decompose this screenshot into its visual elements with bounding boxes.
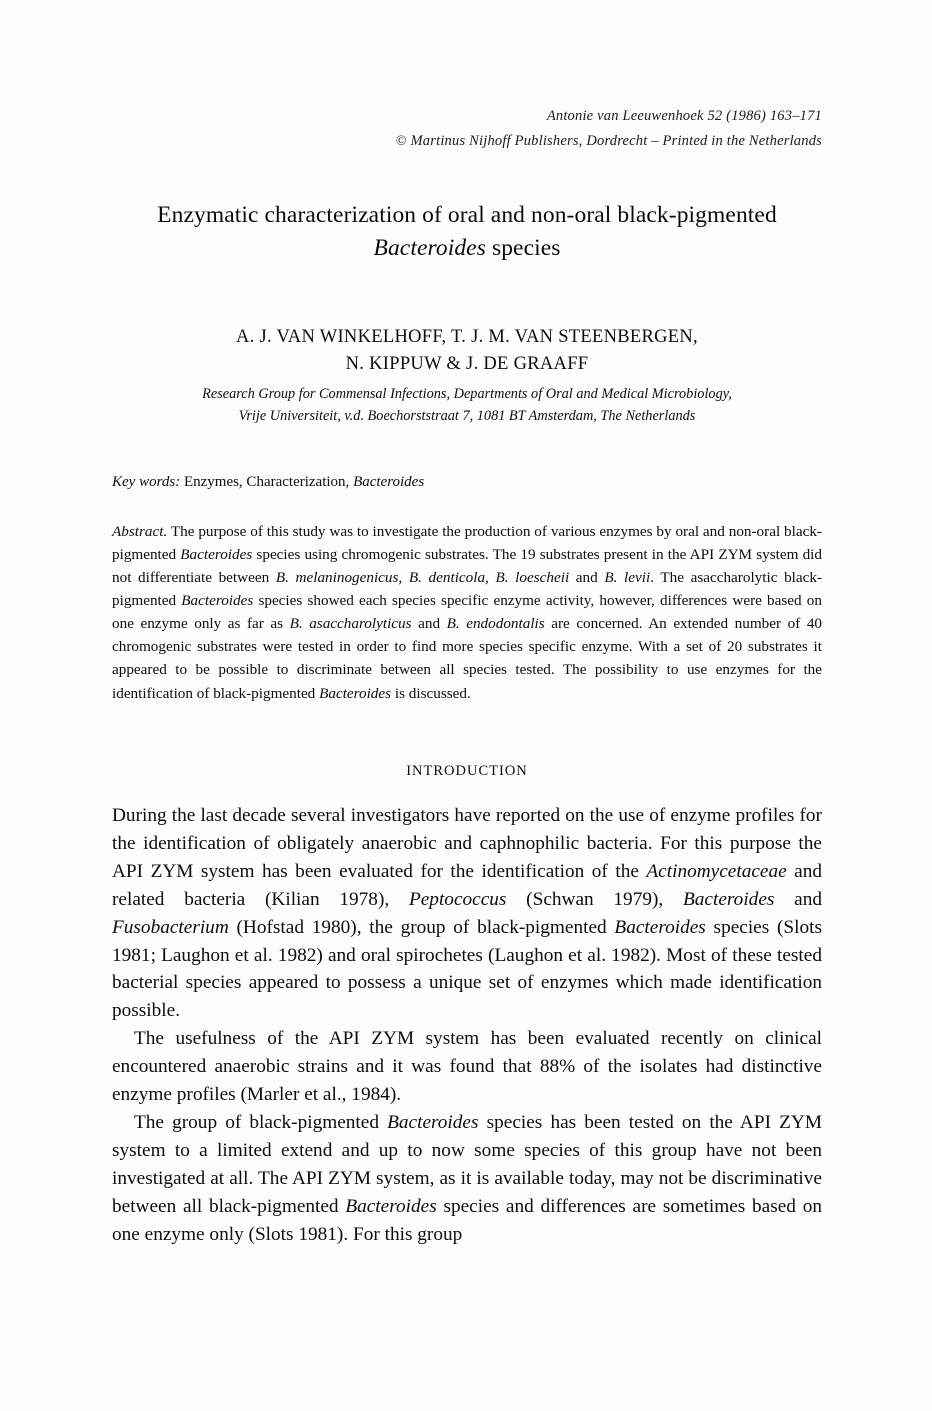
paragraph — [112, 1109, 822, 1249]
copyright-text: Martinus Nijhoff Publishers, Dordrecht – Printed in the Netherlands — [410, 133, 822, 150]
title-line-2-rest: species — [485, 235, 561, 262]
text-run: and related bacteria (Kilian 1978), — [112, 860, 822, 910]
text-run: (Hofstad 1980), the group of black-pigmented — [228, 916, 615, 938]
italic-term: Actinomycetaceae — [646, 860, 787, 882]
paragraph — [112, 1025, 822, 1109]
paragraph — [112, 802, 822, 1026]
page-title — [112, 199, 822, 266]
abstract — [112, 520, 822, 705]
text-run: The group of black-pigmented — [134, 1112, 388, 1134]
italic-term: Bacteroides — [614, 916, 706, 938]
journal-header — [112, 104, 822, 155]
abstract-seg-2: species using chromogenic substrates. The 19 substrates present in the API ZYM system did not differentiate between — [112, 546, 822, 587]
keywords — [112, 471, 822, 494]
italic-term: Bacteroides — [387, 1112, 479, 1134]
text-run: species has been tested on the API ZYM system to a limited extend and up to now some species of this group have not been investigated at all. The API ZYM system, as it is available today, may not be discriminative between all black-pigmented — [112, 1112, 822, 1218]
abstract-seg-8: is discussed. — [391, 684, 471, 702]
italic-term: Bacteroides — [683, 888, 775, 910]
abstract-seg-3: and — [569, 569, 605, 587]
copyright-icon: © — [395, 134, 407, 150]
italic-term: Peptococcus — [408, 888, 507, 910]
abstract-label: Abstract. — [112, 522, 168, 540]
abstract-italic-3: B. levii — [604, 569, 651, 587]
text-run: and — [774, 888, 823, 910]
abstract-seg-5: species showed each species specific enzyme activity, however, differences were based on one enzyme only as far as — [112, 592, 822, 633]
text-run: The usefulness of the API ZYM system has been evaluated recently on clinical encountered anaerobic strains and it was found that 88% of the isolates had distinctive enzyme profiles (Marler et al., 1984). — [112, 1028, 822, 1106]
abstract-italic-7: Bacteroides — [319, 684, 392, 702]
text-run: During the last decade several investigators have reported on the use of enzyme profiles for the identification of obligately anaerobic and caphnophilic bacteria. For this purpose the API ZYM system has been evaluated for the identification of the — [112, 804, 822, 882]
affiliation — [112, 383, 822, 427]
title-line-1: Enzymatic characterization of oral and non-oral black-pigmented — [157, 201, 777, 228]
abstract-seg-6: and — [411, 615, 447, 633]
abstract-seg-1: The purpose of this study was to investigate the production of various enzymes by oral and non-oral black-pigmented — [112, 522, 822, 563]
section-body-introduction — [112, 802, 822, 1250]
keywords-italic-term: Bacteroides — [353, 474, 425, 491]
abstract-seg-4: . The asaccharolytic black-pigmented — [112, 569, 823, 610]
author-list — [112, 324, 822, 380]
section-heading-introduction: INTRODUCTION — [406, 762, 528, 779]
abstract-italic-6: B. endodontalis — [446, 615, 545, 633]
text-run: (Schwan 1979), — [506, 888, 683, 910]
affiliation-line-2: Vrije Universiteit, v.d. Boechorststraat 7, 1081 BT Amsterdam, The Netherlands — [238, 408, 696, 425]
author-line-2: N. KIPPUW & J. DE GRAAFF — [345, 354, 589, 375]
keywords-plain: Enzymes, Characterization, — [180, 474, 354, 491]
abstract-seg-7: are concerned. An extended number of 40 chromogenic substrates were tested in order to find more species specific enzyme. With a set of 20 substrates it appeared to be possible to discriminate between all species tested. The possibility to use enzymes for the identification of black-pigmented — [112, 615, 823, 702]
page-content — [112, 0, 822, 1249]
abstract-italic-5: B. asaccharolyticus — [289, 615, 412, 633]
abstract-italic-4: Bacteroides — [181, 592, 254, 610]
keywords-label: Key words: — [112, 474, 181, 491]
text-run: species (Slots 1981; Laughon et al. 1982) and oral spirochetes (Laughon et al. 1982). Most of these tested bacterial species appeared to possess a unique set of enzymes which made identification possible. — [112, 916, 822, 1022]
journal-citation-line: Antonie van Leeuwenhoek 52 (1986) 163–171 — [546, 108, 822, 124]
journal-copyright-line — [112, 129, 822, 155]
author-line-1: A. J. VAN WINKELHOFF, T. J. M. VAN STEENBERGEN, — [236, 326, 698, 347]
italic-term: Fusobacterium — [112, 916, 229, 938]
italic-term: Bacteroides — [345, 1196, 437, 1218]
title-line-2 — [112, 232, 822, 265]
abstract-italic-2: B. melaninogenicus, B. denticola, B. loescheii — [275, 569, 570, 587]
affiliation-line-1: Research Group for Commensal Infections, Departments of Oral and Medical Microbiology, — [202, 386, 732, 403]
abstract-italic-1: Bacteroides — [180, 546, 253, 563]
text-run: species and differences are sometimes based on one enzyme only (Slots 1981). For this group — [112, 1196, 822, 1246]
title-genus: Bacteroides — [373, 235, 486, 262]
